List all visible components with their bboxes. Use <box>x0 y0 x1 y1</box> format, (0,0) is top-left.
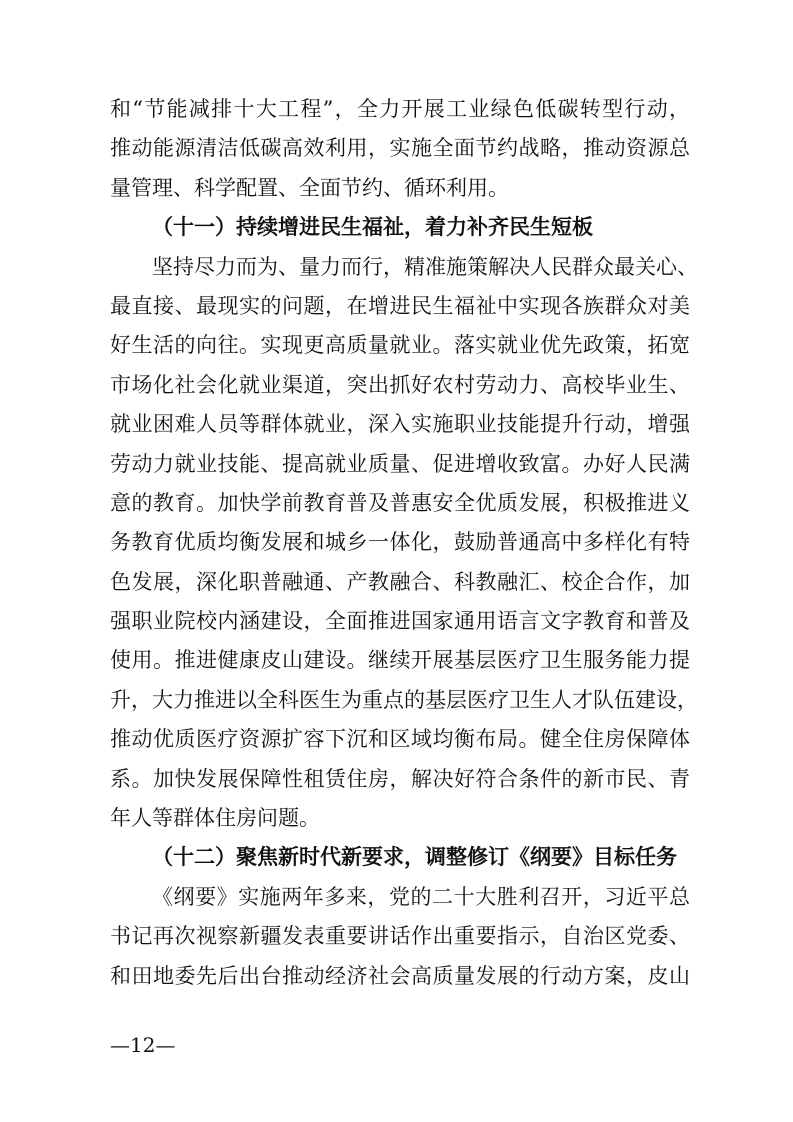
section-11-line: 意的教育。加快学前教育普及普惠安全优质发展，积极推进义 <box>110 491 690 515</box>
section-11-line: 务教育优质均衡发展和城乡一体化，鼓励普通高中多样化有特 <box>110 530 690 554</box>
section-12-heading: （十二）聚焦新时代新要求，调整修订《纲要》目标任务 <box>152 845 677 869</box>
section-11-line: 坚持尽力而为、量力而行，精准施策解决人民群众最关心、 <box>152 255 698 279</box>
section-11-heading: （十一）持续增进民生福祉，着力补齐民生短板 <box>152 215 593 239</box>
section-11-line: 系。加快发展保障性租赁住房，解决好符合条件的新市民、青 <box>110 767 690 791</box>
page-number: —12— <box>110 1033 176 1057</box>
intro-line-1: 和“节能减排十大工程”，全力开展工业绿色低碳转型行动， <box>110 97 690 121</box>
section-11-line: 推动优质医疗资源扩容下沉和区域均衡布局。健全住房保障体 <box>110 727 690 751</box>
section-11-line: 使用。推进健康皮山建设。继续开展基层医疗卫生服务能力提 <box>110 648 690 672</box>
section-11-line: 升，大力推进以全科医生为重点的基层医疗卫生人才队伍建设， <box>110 688 698 712</box>
intro-line-3: 量管理、科学配置、全面节约、循环利用。 <box>110 176 509 200</box>
section-11-line: 最直接、最现实的问题，在增进民生福祉中实现各族群众对美 <box>110 294 690 318</box>
section-11-line: 就业困难人员等群体就业，深入实施职业技能提升行动，增强 <box>110 412 690 436</box>
section-11-line: 色发展，深化职普融通、产教融合、科教融汇、校企合作，加 <box>110 570 690 594</box>
section-11-line: 好生活的向往。实现更高质量就业。落实就业优先政策，拓宽 <box>110 333 690 357</box>
section-12-line: 书记再次视察新疆发表重要讲话作出重要指示，自治区党委、 <box>110 924 690 948</box>
section-11-line: 市场化社会化就业渠道，突出抓好农村劳动力、高校毕业生、 <box>110 373 690 397</box>
intro-line-2: 推动能源清洁低碳高效利用，实施全面节约战略，推动资源总 <box>110 136 690 160</box>
section-11-line: 劳动力就业技能、提高就业质量、促进增收致富。办好人民满 <box>110 452 690 476</box>
section-11-line: 年人等群体住房问题。 <box>110 806 320 830</box>
section-12-line: 和田地委先后出台推动经济社会高质量发展的行动方案，皮山 <box>110 964 690 988</box>
section-12-line: 《纲要》实施两年多来，党的二十大胜利召开，习近平总 <box>152 885 690 909</box>
section-11-line: 强职业院校内涵建设，全面推进国家通用语言文字教育和普及 <box>110 609 690 633</box>
